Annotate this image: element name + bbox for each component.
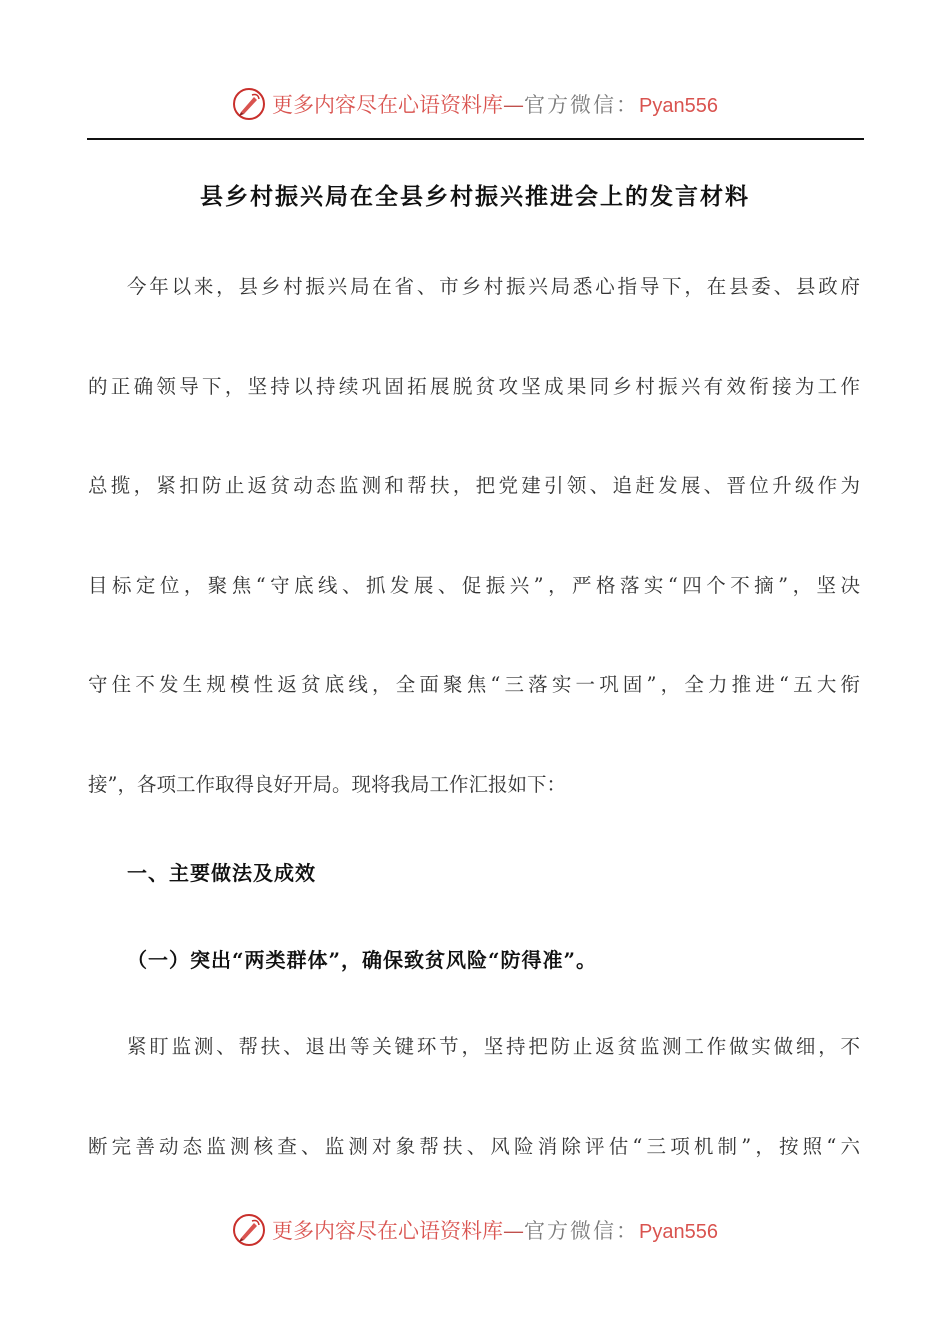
subsection-heading: （一）突出“两类群体”，确保致贫风险“防得准”。 [127,948,598,972]
paragraph-line: 守住不发生规模性返贫底线，全面聚焦“三落实一巩固”，全力推进“五大衔 [88,673,860,696]
watermark-label: 官方微信： [524,93,640,117]
watermark-separator: — [503,93,525,117]
pen-logo-icon [232,1213,266,1247]
watermark-brand: 更多内容尽在心语资料库 [272,93,504,117]
paragraph-line: 紧盯监测、帮扶、退出等关键环节，坚持把防止返贫监测工作做实做细，不 [127,1035,860,1058]
pen-logo-icon [232,87,266,121]
intro-paragraph [88,237,860,834]
paragraph-line: 今年以来，县乡村振兴局在省、市乡村振兴局悉心指导下，在县委、县政府 [127,275,860,298]
paragraph-line: 目标定位，聚焦“守底线、抓发展、促振兴”，严格落实“四个不摘”，坚决 [88,573,860,597]
watermark-separator: — [503,1219,525,1243]
watermark-brand: 更多内容尽在心语资料库 [272,1219,504,1243]
paragraph-line: 总揽，紧扣防止返贫动态监测和帮扶，把党建引领、追赶发展、晋位升级作为 [88,474,860,497]
header-divider [87,138,864,140]
section-heading: 一、主要做法及成效 [127,861,316,885]
document-title: 县乡村振兴局在全县乡村振兴推进会上的发言材料 [200,183,750,210]
second-paragraph [88,997,860,1196]
paragraph-line: 断完善动态监测核查、监测对象帮扶、风险消除评估“三项机制”，按照“六 [88,1134,860,1158]
paragraph-line: 的正确领导下，坚持以持续巩固拓展脱贫攻坚成果同乡村振兴有效衔接为工作 [88,374,860,398]
watermark-banner-top [0,82,950,126]
paragraph-line: 接”，各项工作取得良好开局。现将我局工作汇报如下： [88,772,566,796]
watermark-label: 官方微信： [524,1219,640,1243]
watermark-wechat-id: Pyan556 [639,95,718,117]
watermark-wechat-id: Pyan556 [639,1221,718,1243]
watermark-banner-bottom [0,1208,950,1252]
